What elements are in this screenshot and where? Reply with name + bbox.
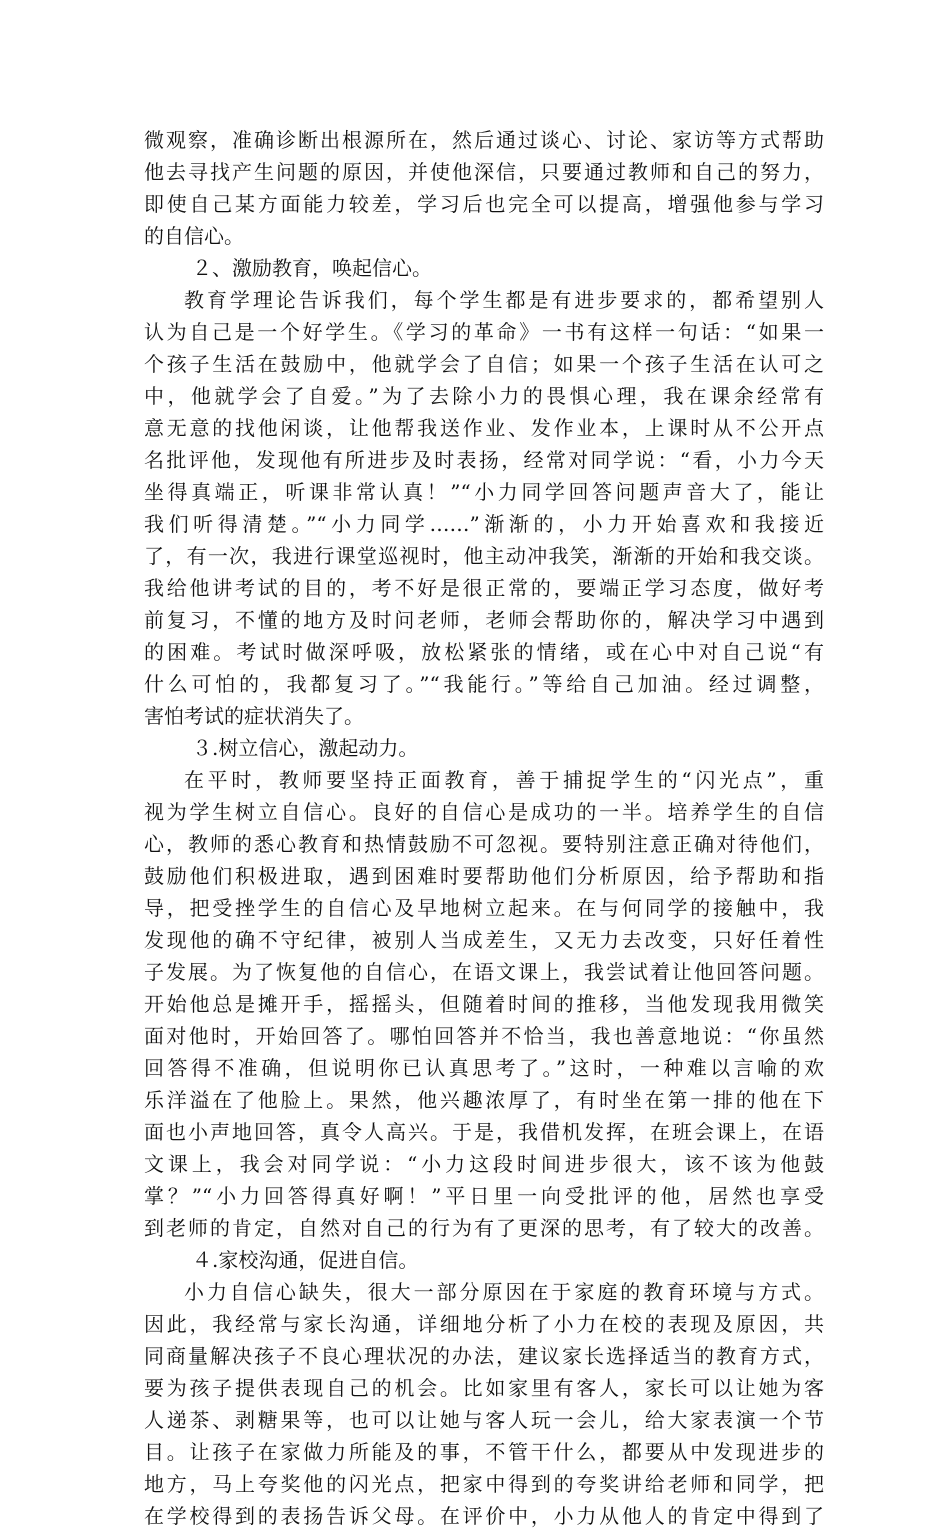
paragraph-line: 鼓励他们积极进取，遇到困难时要帮助他们分析原因，给予帮助和指	[144, 864, 824, 888]
paragraph-line: 个孩子生活在鼓励中，他就学会了自信；如果一个孩子生活在认可之	[144, 352, 824, 376]
paragraph-line: 导，把受挫学生的自信心及早地树立起来。在与何同学的接触中，我	[144, 896, 824, 920]
paragraph-line: 到老师的肯定，自然对自己的行为有了更深的思考，有了较大的改善。	[144, 1216, 824, 1240]
paragraph-line: 名批评他，发现他有所进步及时表扬，经常对同学说：“看，小力今天	[144, 448, 824, 472]
section-heading: ３.树立信心，激起动力。	[192, 736, 419, 760]
paragraph-line: 面也小声地回答，真令人高兴。于是，我借机发挥，在班会课上，在语	[144, 1120, 824, 1144]
paragraph-line: 视为学生树立自信心。良好的自信心是成功的一半。培养学生的自信	[144, 800, 824, 824]
paragraph-line: 心，教师的悉心教育和热情鼓励不可忽视。要特别注意正确对待他们，	[144, 832, 824, 856]
paragraph-line: 地方，马上夸奖他的闪光点，把家中得到的夸奖讲给老师和同学，把	[144, 1472, 824, 1496]
paragraph-line: 我给他讲考试的目的，考不好是很正常的，要端正学习态度，做好考	[144, 576, 824, 600]
document-page	[144, 124, 824, 1532]
paragraph-line: 回答得不准确，但说明你已认真思考了。”这时，一种难以言喻的欢	[144, 1056, 824, 1080]
paragraph-line: 的自信心。	[144, 224, 244, 248]
paragraph-line: 即使自己某方面能力较差，学习后也完全可以提高，增强他参与学习	[144, 192, 824, 216]
paragraph-line: 害怕考试的症状消失了。	[144, 704, 364, 728]
paragraph-line: 发现他的确不守纪律，被别人当成差生，又无力去改变，只好任着性	[144, 928, 824, 952]
paragraph-line: 文课上，我会对同学说：“小力这段时间进步很大，该不该为他鼓	[144, 1152, 824, 1176]
paragraph-line: 掌？”“小力回答得真好啊！”平日里一向受批评的他，居然也享受	[144, 1184, 824, 1208]
paragraph-line: 因此，我经常与家长沟通，详细地分析了小力在校的表现及原因，共	[144, 1312, 824, 1336]
paragraph-line: 什么可怕的，我都复习了。”“我能行。”等给自己加油。经过调整，	[144, 672, 824, 696]
paragraph-line: 要为孩子提供表现自己的机会。比如家里有客人，家长可以让她为客	[144, 1376, 824, 1400]
paragraph-line: 了，有一次，我进行课堂巡视时，他主动冲我笑，渐渐的开始和我交谈。	[144, 544, 824, 568]
paragraph-line: 认为自己是一个好学生。《学习的革命》一书有这样一句话：“如果一	[144, 320, 824, 344]
paragraph-line: 在平时，教师要坚持正面教育，善于捕捉学生的“闪光点”，重	[184, 768, 824, 792]
paragraph-line: 中，他就学会了自爱。”为了去除小力的畏惧心理，我在课余经常有	[144, 384, 824, 408]
paragraph-line: 子发展。为了恢复他的自信心，在语文课上，我尝试着让他回答问题。	[144, 960, 824, 984]
paragraph-line: 他去寻找产生问题的原因，并使他深信，只要通过教师和自己的努力，	[144, 160, 824, 184]
paragraph-line: 目。让孩子在家做力所能及的事，不管干什么，都要从中发现进步的	[144, 1440, 824, 1464]
section-heading: ２、激励教育，唤起信心。	[192, 256, 432, 280]
paragraph-line: 教育学理论告诉我们，每个学生都是有进步要求的，都希望别人	[184, 288, 824, 312]
section-heading: ４.家校沟通，促进自信。	[192, 1248, 419, 1272]
paragraph-line: 在学校得到的表扬告诉父母。在评价中，小力从他人的肯定中得到了	[144, 1504, 824, 1528]
paragraph-line: 微观察，准确诊断出根源所在，然后通过谈心、讨论、家访等方式帮助	[144, 128, 824, 152]
paragraph-line: 的困难。考试时做深呼吸，放松紧张的情绪，或在心中对自己说“有	[144, 640, 824, 664]
paragraph-line: 小力自信心缺失，很大一部分原因在于家庭的教育环境与方式。	[184, 1280, 824, 1304]
paragraph-line: 我们听得清楚。”“小力同学……”渐渐的，小力开始喜欢和我接近	[144, 512, 824, 536]
paragraph-line: 同商量解决孩子不良心理状况的办法，建议家长选择适当的教育方式，	[144, 1344, 824, 1368]
paragraph-line: 前复习，不懂的地方及时问老师，老师会帮助你的，解决学习中遇到	[144, 608, 824, 632]
paragraph-line: 开始他总是摊开手，摇摇头，但随着时间的推移，当他发现我用微笑	[144, 992, 824, 1016]
paragraph-line: 乐洋溢在了他脸上。果然，他兴趣浓厚了，有时坐在第一排的他在下	[144, 1088, 824, 1112]
paragraph-line: 人递茶、剥糖果等，也可以让她与客人玩一会儿，给大家表演一个节	[144, 1408, 824, 1432]
paragraph-line: 面对他时，开始回答了。哪怕回答并不恰当，我也善意地说：“你虽然	[144, 1024, 824, 1048]
paragraph-line: 意无意的找他闲谈，让他帮我送作业、发作业本，上课时从不公开点	[144, 416, 824, 440]
paragraph-line: 坐得真端正，听课非常认真！”“小力同学回答问题声音大了，能让	[144, 480, 824, 504]
